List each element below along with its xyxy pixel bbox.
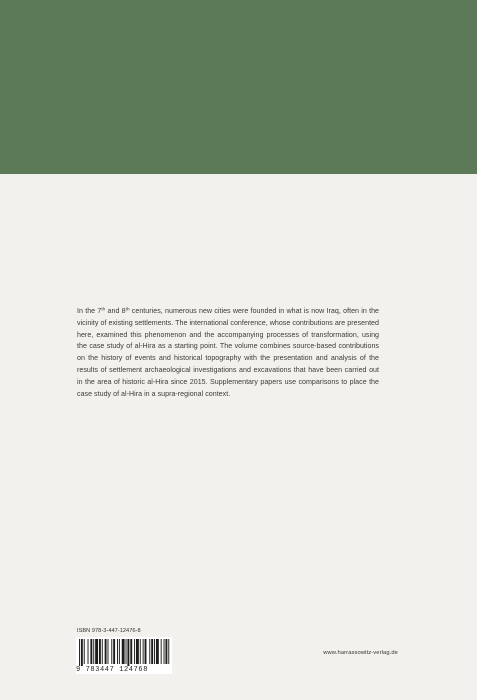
- back-cover-paper: [0, 174, 477, 700]
- blurb-intro-mid: and 8: [105, 307, 126, 315]
- isbn-label: ISBN 978-3-447-12476-8: [77, 628, 141, 634]
- barcode-bars: [76, 637, 172, 666]
- ordinal-suffix: th: [101, 306, 106, 312]
- ordinal-suffix: th: [125, 306, 130, 312]
- blurb-body: centuries, numerous new cities were founded in what is now Iraq, often in the vicinity of existing settlements. The international conference, whose contributions are presented here, examined this phenomenon and the accompanying processes of transformation, using the case study of al-Hira as a starting point. The volume combines source-based contributions on the history of events and historical topography with the presentation and analysis of the results of settlement archaeological investigations and excavations that have been carried out in the area of historic al-Hira since 2015. Supplementary papers use comparisons to place the case study of al-Hira in a supra-regional context.: [77, 307, 380, 398]
- blurb-intro-pre: In the 7: [77, 307, 102, 315]
- publisher-url[interactable]: www.harrassowitz-verlag.de: [323, 650, 398, 656]
- blurb-paragraph: [77, 306, 379, 400]
- back-cover-blurb: [77, 306, 379, 400]
- barcode-digits: 9 783447 124768: [76, 666, 172, 674]
- cover-color-band: [0, 0, 477, 174]
